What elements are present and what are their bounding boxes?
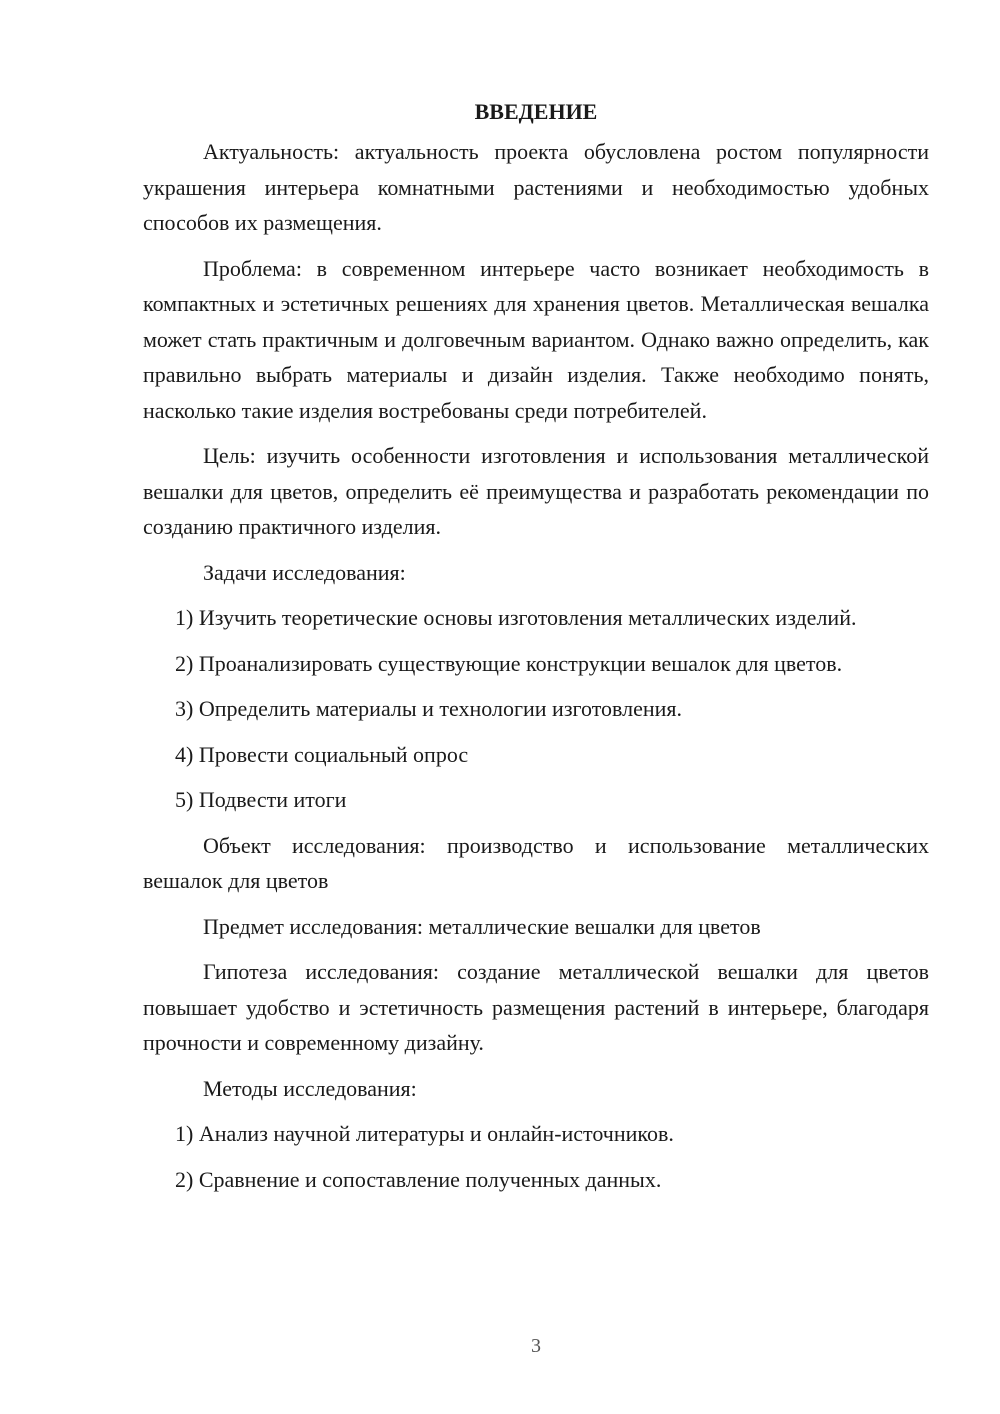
- task-item: 5) Подвести итоги: [175, 787, 347, 812]
- paragraph-problem: Проблема: в современном интерьере часто возникает необходимость в компактных и эстетичных решениях для хранения цветов. Металлическая вешалка может стать практичным и долговечным вариантом. Однако важно определить, как правильно выбрать материалы и дизайн изделия. Также необходимо понять, насколько такие изделия востребованы среди потребителей.: [143, 255, 929, 423]
- paragraph-object: Объект исследования: производство и использование металлических вешалок для цветов: [143, 832, 929, 893]
- document-page: [143, 98, 929, 1207]
- task-item: 4) Провести социальный опрос: [175, 741, 469, 767]
- paragraph-subject: Предмет исследования: металлические вешалки для цветов: [203, 913, 761, 939]
- task-item: 3) Определить материалы и технологии изготовления.: [175, 696, 683, 721]
- paragraph-goal: Цель: изучить особенности изготовления и использования металлической вешалки для цветов, определить её преимущества и разработать рекомендации по созданию практичного изделия.: [143, 443, 929, 539]
- methods-heading: Методы исследования:: [203, 1075, 417, 1101]
- method-item: 1) Анализ научной литературы и онлайн-источников.: [175, 1121, 674, 1146]
- page-number: 3: [531, 1335, 541, 1357]
- paragraph-relevance: Актуальность: актуальность проекта обусловлена ростом популярности украшения интерьера комнатными растениями и необходимостью удобных способов их размещения.: [143, 139, 929, 235]
- paragraph-hypothesis: Гипотеза исследования: создание металлической вешалки для цветов повышает удобство и эстетичность размещения растений в интерьере, благодаря прочности и современному дизайну.: [143, 959, 929, 1055]
- tasks-heading: Задачи исследования:: [203, 559, 406, 585]
- task-item: 1) Изучить теоретические основы изготовления металлических изделий.: [175, 605, 857, 630]
- task-item: 2) Проанализировать существующие конструкции вешалок для цветов.: [175, 650, 843, 676]
- section-title: ВВЕДЕНИЕ: [474, 99, 598, 124]
- method-item: 2) Сравнение и сопоставление полученных данных.: [175, 1166, 662, 1192]
